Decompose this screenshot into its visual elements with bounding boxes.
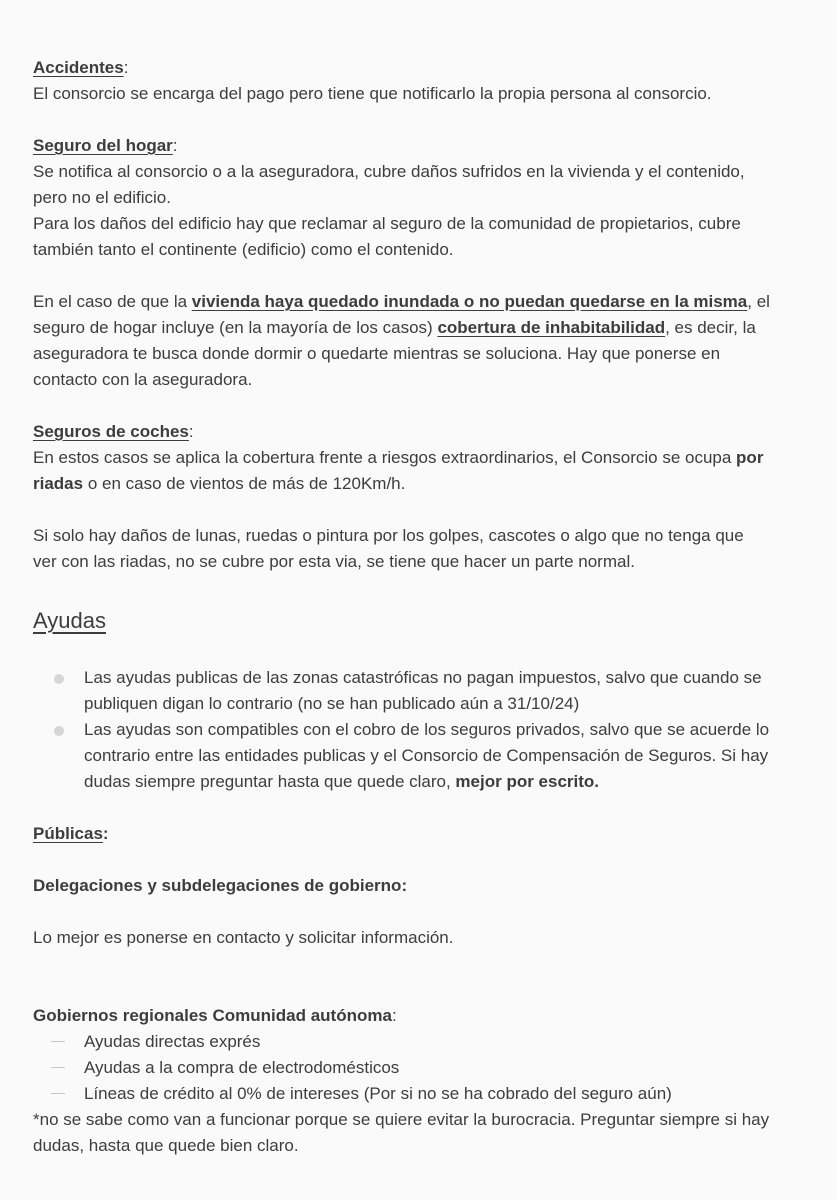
inundada-line3: aseguradora te busca donde dormir o quedarte mientras se soluciona. Hay que ponerse en [33,344,721,363]
dash-icon [51,1093,65,1094]
seguros-coches-line1: En estos casos se aplica la cobertura frente a riesgos extraordinarios, el Consorcio se ocupa por [33,448,764,467]
seguro-hogar-heading: Seguro del hogar: [33,136,178,155]
list-item: Las ayudas son compatibles con el cobro de los seguros privados, salvo que se acuerde lo contrario entre las entidades publicas y el Consorcio de Compensación de Seguros. Si hay dudas siempre preguntar hasta que quede claro, mejor por escrito. [33,717,817,795]
delegaciones-heading: Delegaciones y subdelegaciones de gobierno: [33,876,408,895]
inundada-line1: En el caso de que la vivienda haya quedado inundada o no puedan quedarse en la misma, el [33,292,770,311]
seguros-coches-title: Seguros de coches [33,422,189,441]
dash-icon [51,1067,65,1068]
inhabitabilidad-highlight: cobertura de inhabitabilidad [437,318,666,337]
inundada-line2: seguro de hogar incluye (en la mayoría de los casos) cobertura de inhabitabilidad, es decir, la [33,318,756,337]
ayudas-section-title: Ayudas [33,608,106,633]
accidentes-heading: Accidentes: [33,58,129,77]
seguro-hogar-line3: Para los daños del edificio hay que reclamar al seguro de la comunidad de propietarios, cubre [33,214,741,233]
gobiernos-heading: Gobiernos regionales Comunidad autónoma: [33,1006,397,1025]
list-item: Ayudas directas exprés [33,1029,817,1055]
gobiernos-note-line2: dudas, hasta que quede bien claro. [33,1136,299,1155]
seguro-hogar-line2: pero no el edificio. [33,188,171,207]
seguros-coches-line2: riadas o en caso de vientos de más de 120Km/h. [33,474,406,493]
publicas-heading: Públicas: [33,824,109,843]
inundada-highlight: vivienda haya quedado inundada o no puedan quedarse en la misma [191,292,748,311]
seguros-coches-p2-line1: Si solo hay daños de lunas, ruedas o pintura por los golpes, cascotes o algo que no tenga que [33,526,744,545]
seguro-hogar-line1: Se notifica al consorcio o a la aseguradora, cubre daños sufridos en la vivienda y el contenido, [33,162,745,181]
accidentes-text: El consorcio se encarga del pago pero tiene que notificarlo la propia persona al consorcio. [33,84,712,103]
list-item: Líneas de crédito al 0% de intereses (Por si no se ha cobrado del seguro aún) [33,1081,817,1107]
ayudas-list [33,665,817,795]
delegaciones-text: Lo mejor es ponerse en contacto y solicitar información. [33,928,454,947]
inundada-line4: contacto con la aseguradora. [33,370,253,389]
seguros-coches-heading: Seguros de coches: [33,422,194,441]
seguros-coches-p2-line2: ver con las riadas, no se cubre por esta via, se tiene que hacer un parte normal. [33,552,635,571]
dash-icon [51,1041,65,1042]
list-item: Las ayudas publicas de las zonas catastróficas no pagan impuestos, salvo que cuando se publiquen digan lo contrario (no se han publicado aún a 31/10/24) [33,665,817,717]
publicas-title: Públicas [33,824,103,843]
list-item: Ayudas a la compra de electrodomésticos [33,1055,817,1081]
seguro-hogar-title: Seguro del hogar [33,136,173,155]
seguro-hogar-line4: también tanto el continente (edificio) como el contenido. [33,240,454,259]
bullet-icon [54,674,64,684]
gobiernos-note-line1: *no se sabe como van a funcionar porque se quiere evitar la burocracia. Preguntar siempre si hay [33,1110,770,1129]
accidentes-title: Accidentes [33,58,124,77]
bullet-icon [54,726,64,736]
gobiernos-list [33,1029,817,1107]
